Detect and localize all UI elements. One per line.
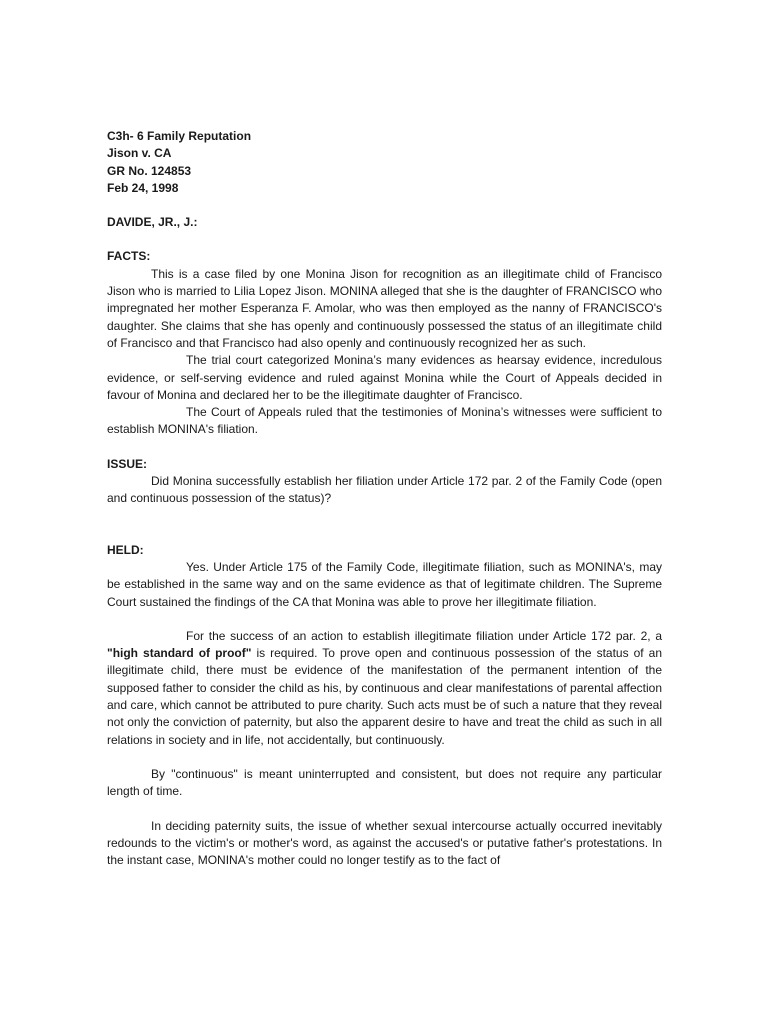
facts-heading: FACTS: — [107, 249, 151, 264]
held-paragraph-2 — [107, 628, 662, 749]
decision-date: Feb 24, 1998 — [107, 180, 179, 195]
case-name: Jison v. CA — [107, 146, 172, 161]
held-p2-after: is required. To prove open and continuous possession of the status of an illegitimate child, there must be evidence of the manifestation of the permanent intention of the supposed father to consider the child as his, by continuous and clear manifestations of parental affection and care, which cannot be attributed to pure charity. Such acts must be of such a nature that they reveal not only the conviction of paternity, but also the apparent desire to have and treat the child as such in all relations in society and in life, not accidentally, but continuously. — [107, 646, 662, 747]
ponente: DAVIDE, JR., J.: — [107, 215, 198, 230]
held-p2-before: For the success of an action to establish illegitimate filiation under Article 172 par. 2, a — [186, 628, 662, 643]
high-standard-of-proof: "high standard of proof" — [107, 646, 252, 661]
facts-paragraph-1: This is a case filed by one Monina Jison for recognition as an illegitimate child of Francisco Jison who is married to Lilia Lopez Jison. MONINA alleged that she is the daughter of FRANCISCO who impregnated her mother Esperanza F. Amolar, who was then employed as the nanny of FRANCISCO's daughter. She claims that she has openly and continuously possessed the status of an illegitimate child of Francisco and that Francisco had also openly and continuously recognized her as such. — [107, 266, 662, 350]
held-paragraph-4: In deciding paternity suits, the issue of whether sexual intercourse actually occurred inevitably redounds to the victim's or mother's word, as against the accused's or putative father's protestations. In the instant case, MONINA's mother could no longer testify as to the fact of — [107, 818, 662, 868]
doc-title: C3h- 6 Family Reputation — [107, 129, 252, 143]
issue-heading: ISSUE: — [107, 456, 148, 471]
facts-paragraph-3: The Court of Appeals ruled that the testimonies of Monina’s witnesses were sufficient to establish MONINA's filiation. — [107, 405, 662, 437]
held-paragraph-3: By "continuous" is meant uninterrupted and consistent, but does not require any particular length of time. — [107, 766, 662, 799]
held-heading: HELD: — [107, 542, 144, 557]
held-paragraph-1: Yes. Under Article 175 of the Family Code, illegitimate filiation, such as MONINA's, may be established in the same way and on the same evidence as that of legitimate children. The Supreme Court sustained the findings of the CA that Monina was able to prove her illegitimate filiation. — [107, 559, 662, 609]
gr-number: GR No. 124853 — [107, 163, 192, 178]
document-body — [107, 128, 662, 869]
issue-question: Did Monina successfully establish her filiation under Article 172 par. 2 of the Family Code (open and continuous possession of the status)? — [107, 474, 662, 506]
facts-paragraph-2: The trial court categorized Monina’s many evidences as hearsay evidence, incredulous evidence, or self-serving evidence and ruled against Monina while the Court of Appeals decided in favour of Monina and declared her to be the illegitimate daughter of Francisco. — [107, 353, 662, 402]
